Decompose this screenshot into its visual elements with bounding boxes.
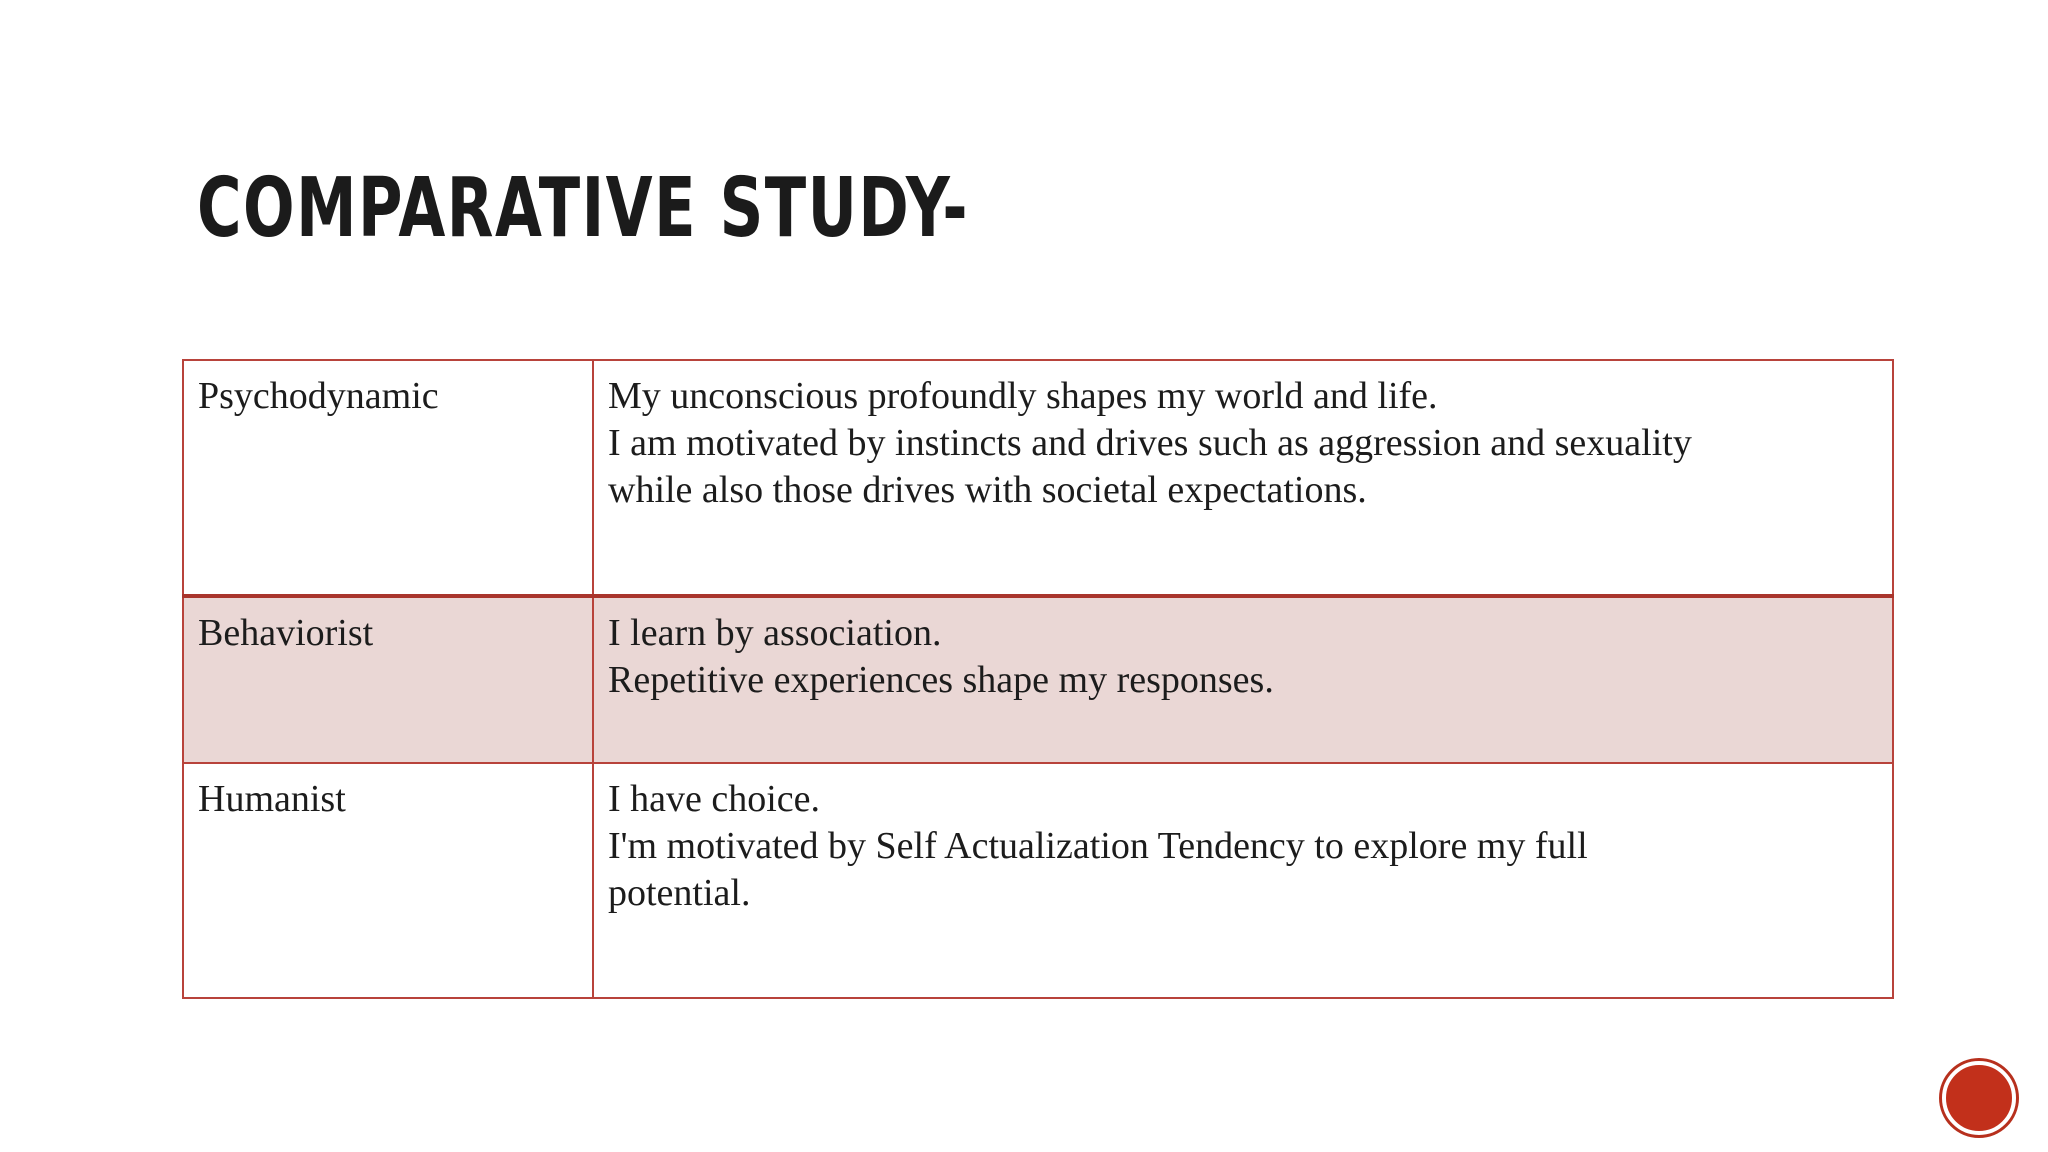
description-line: I learn by association. [608,612,942,654]
description-line: I am motivated by instincts and drives such as aggression and sexuality [608,422,1692,464]
description-line: while also those drives with societal expectations. [608,469,1367,511]
comparison-table [182,359,1894,999]
table-row [183,763,1893,998]
row-label: Humanist [183,763,593,998]
description-line: I have choice. [608,778,821,820]
table-row [183,360,1893,596]
row-description [593,360,1893,596]
description-line: My unconscious profoundly shapes my world and life. [608,375,1438,417]
row-description [593,763,1893,998]
table-row [183,596,1893,763]
description-line: potential. [608,872,751,914]
slide-title: COMPARATIVE STUDY- [197,161,970,256]
description-line: I'm motivated by Self Actualization Tendency to explore my full [608,825,1588,867]
description-line: Repetitive experiences shape my responses. [608,659,1274,701]
row-label: Psychodynamic [183,360,593,596]
circle-nav-icon[interactable] [1942,1061,2016,1135]
row-label: Behaviorist [183,596,593,763]
row-description [593,596,1893,763]
